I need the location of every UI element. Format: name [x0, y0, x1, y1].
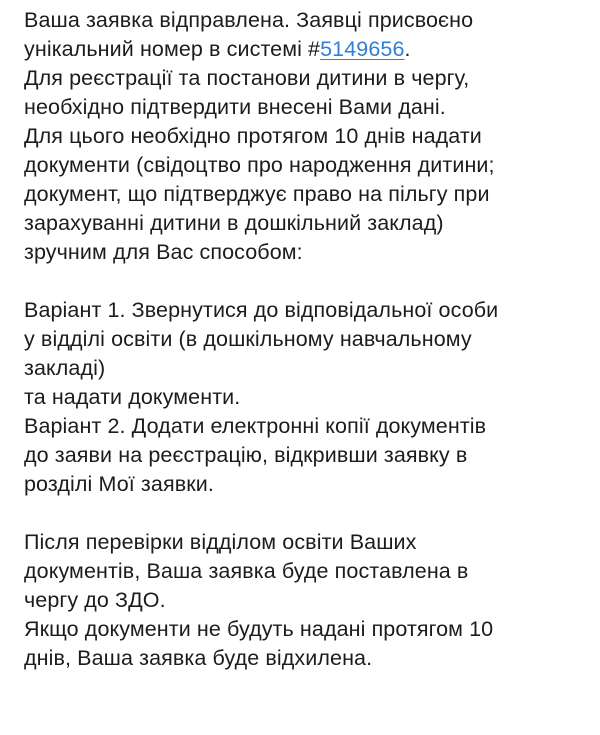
option-2-line-3: розділі Мої заявки. [24, 472, 214, 496]
application-number-suffix: . [404, 37, 411, 61]
rejection-warning-line-2: днів, Ваша заявка буде відхилена. [24, 646, 373, 670]
after-check-line-3: чергу до ЗДО. [24, 588, 166, 612]
message-line-7: документ, що підтверджує право на пільгу при [24, 182, 490, 206]
message-line-4: необхідно підтвердити внесені Вами дані. [24, 95, 446, 119]
paragraph-spacer [24, 499, 584, 528]
application-number-prefix: унікальний номер в системі # [24, 37, 321, 61]
application-confirmation-message [24, 6, 584, 673]
after-check-line-1: Після перевірки відділом освіти Ваших [24, 530, 417, 554]
message-line-6: документи (свідоцтво про народження дитини; [24, 153, 495, 177]
message-line-1: Ваша заявка відправлена. Заявці присвоєно [24, 8, 474, 32]
application-number-link[interactable]: 5149656 [320, 37, 405, 61]
option-1-line-4: та надати документи. [24, 385, 241, 409]
paragraph-spacer [24, 267, 584, 296]
option-2-line-1: Варіант 2. Додати електронні копії документів [24, 414, 487, 438]
message-line-8: зарахуванні дитини в дошкільний заклад) [24, 211, 444, 235]
option-1-line-3: закладі) [24, 356, 106, 380]
rejection-warning-line-1: Якщо документи не будуть надані протягом 10 [24, 617, 494, 641]
option-1-line-1: Варіант 1. Звернутися до відповідальної особи [24, 298, 499, 322]
option-1-line-2: у відділі освіти (в дошкільному навчальному [24, 327, 472, 351]
message-line-2 [24, 35, 584, 64]
after-check-line-2: документів, Ваша заявка буде поставлена в [24, 559, 469, 583]
message-line-9: зручним для Вас способом: [24, 240, 303, 264]
message-line-3: Для реєстрації та постанови дитини в чергу, [24, 66, 470, 90]
option-2-line-2: до заяви на реєстрацію, відкривши заявку в [24, 443, 468, 467]
message-line-5: Для цього необхідно протягом 10 днів надати [24, 124, 482, 148]
